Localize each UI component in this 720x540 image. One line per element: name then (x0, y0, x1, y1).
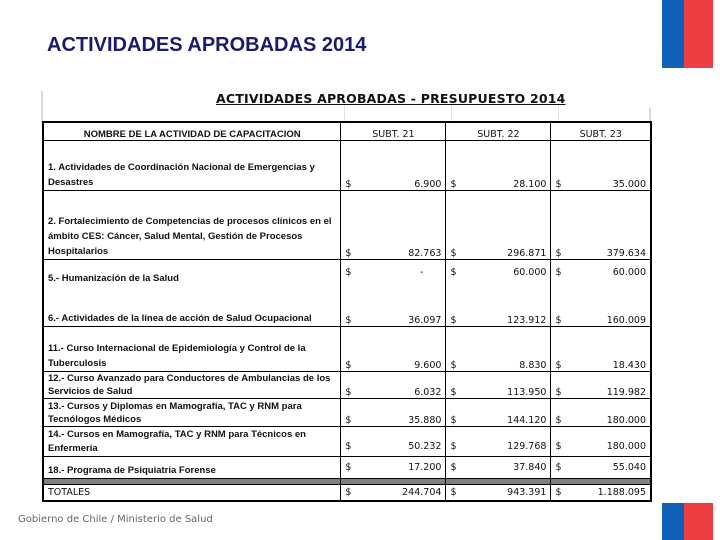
subt22-cell (446, 286, 551, 326)
currency-symbol: $ (345, 178, 352, 190)
chile-flag-stripe-bottom (662, 503, 713, 540)
subt23-cell (551, 286, 651, 326)
header-subt21: SUBT. 21 (341, 122, 446, 140)
gridline (41, 91, 43, 123)
currency-symbol: $ (345, 486, 352, 498)
currency-symbol: $ (345, 386, 352, 398)
currency-symbol: $ (555, 178, 562, 190)
subt21-cell (341, 326, 446, 371)
sheet-title: ACTIVIDADES APROBADAS - PRESUPUESTO 2014 (216, 91, 566, 106)
subt21-value: 9.600 (414, 359, 442, 371)
table-row (43, 286, 651, 326)
table-row (43, 371, 651, 398)
total-subt21-value: 244.704 (402, 486, 442, 498)
currency-symbol: $ (345, 461, 352, 473)
footer-text: Gobierno de Chile / Ministerio de Salud (18, 514, 213, 525)
subt22-value: 113.950 (507, 386, 547, 398)
currency-symbol: $ (555, 314, 562, 326)
subt22-value: 37.840 (513, 461, 547, 473)
currency-symbol: $ (450, 267, 457, 279)
total-subt23-cell (551, 484, 651, 501)
subt21-value: - (420, 267, 424, 279)
subt23-value: 180.000 (606, 440, 646, 452)
table-row (43, 456, 651, 478)
currency-symbol: $ (450, 359, 457, 371)
subt21-value: 6.032 (414, 386, 442, 398)
currency-symbol: $ (450, 414, 457, 426)
subt23-value: 18.430 (612, 359, 646, 371)
flag-blue-stripe (662, 0, 684, 68)
subt23-value: 119.982 (606, 386, 646, 398)
subt23-value: 379.634 (606, 247, 646, 259)
table-row (43, 426, 651, 456)
total-subt22-cell (446, 484, 551, 501)
subt21-cell (341, 371, 446, 398)
activity-name: 6.- Actividades de la línea de acción de Salud Ocupacional (43, 286, 341, 326)
currency-symbol: $ (450, 247, 457, 259)
currency-symbol: $ (345, 267, 352, 279)
header-activity-name: NOMBRE DE LA ACTIVIDAD DE CAPACITACION (43, 122, 341, 140)
activity-name: 1. Actividades de Coordinación Nacional de Emergencias y Desastres (43, 140, 341, 190)
budget-spreadsheet (40, 88, 652, 500)
total-subt23-value: 1.188.095 (597, 486, 646, 498)
subt23-cell (551, 371, 651, 398)
subt22-value: 60.000 (513, 267, 547, 279)
currency-symbol: $ (345, 414, 352, 426)
activity-name: 13.- Cursos y Diplomas en Mamografía, TAC y RNM para Tecnólogos Médicos (43, 398, 341, 426)
activity-name: 11.- Curso Internacional de Epidemiología y Control de la Tuberculosis (43, 326, 341, 371)
activity-name: 5.- Humanización de la Salud (43, 259, 341, 286)
currency-symbol: $ (450, 314, 457, 326)
subt22-cell (446, 326, 551, 371)
totals-row (43, 484, 651, 501)
subt22-value: 129.768 (507, 440, 547, 452)
total-subt22-value: 943.391 (507, 486, 547, 498)
subt22-value: 123.912 (507, 314, 547, 326)
currency-symbol: $ (555, 359, 562, 371)
currency-symbol: $ (450, 461, 457, 473)
table-row (43, 326, 651, 371)
gridline (649, 108, 651, 122)
table-row (43, 259, 651, 286)
subt21-value: 6.900 (414, 178, 442, 190)
currency-symbol: $ (345, 314, 352, 326)
gridline (558, 105, 559, 121)
flag-blue-stripe (662, 503, 684, 540)
currency-symbol: $ (450, 440, 457, 452)
subt23-value: 60.000 (612, 267, 646, 279)
subt23-cell (551, 426, 651, 456)
currency-symbol: $ (450, 486, 457, 498)
gridline (451, 105, 452, 121)
table-row (43, 190, 651, 259)
budget-table (42, 121, 652, 502)
total-subt21-cell (341, 484, 446, 501)
subt23-cell (551, 190, 651, 259)
activity-name: 12.- Curso Avanzado para Conductores de Ambulancias de los Servicios de Salud (43, 371, 341, 398)
currency-symbol: $ (345, 359, 352, 371)
subt22-value: 144.120 (507, 414, 547, 426)
table-row (43, 140, 651, 190)
currency-symbol: $ (555, 440, 562, 452)
currency-symbol: $ (450, 386, 457, 398)
subt21-value: 82.763 (408, 247, 442, 259)
activity-name: 2. Fortalecimiento de Competencias de procesos clínicos en el ámbito CES: Cáncer, Salud Mental, Gestión de Procesos Hospitalarios (43, 190, 341, 259)
currency-symbol: $ (450, 178, 457, 190)
subt21-value: 36.097 (408, 314, 442, 326)
currency-symbol: $ (555, 247, 562, 259)
subt22-cell (446, 190, 551, 259)
subt22-cell (446, 426, 551, 456)
subt21-cell (341, 426, 446, 456)
subt22-cell (446, 140, 551, 190)
subt22-cell (446, 456, 551, 478)
subt23-cell (551, 326, 651, 371)
subt23-cell (551, 398, 651, 426)
subt21-cell (341, 190, 446, 259)
totals-label: TOTALES (43, 484, 341, 501)
subt23-value: 55.040 (612, 461, 646, 473)
gridline (344, 105, 345, 121)
currency-symbol: $ (555, 414, 562, 426)
subt22-value: 8.830 (519, 359, 547, 371)
currency-symbol: $ (345, 247, 352, 259)
currency-symbol: $ (555, 486, 562, 498)
slide-title: ACTIVIDADES APROBADAS 2014 (47, 34, 367, 56)
subt21-cell (341, 259, 446, 286)
subt21-cell (341, 456, 446, 478)
subt23-value: 160.009 (606, 314, 646, 326)
header-row (43, 122, 651, 140)
flag-red-stripe (684, 503, 713, 540)
activity-name: 18.- Programa de Psiquiatría Forense (43, 456, 341, 478)
subt21-cell (341, 398, 446, 426)
activity-name: 14.- Cursos en Mamografía, TAC y RNM para Técnicos en Enfermería (43, 426, 341, 456)
table-row (43, 398, 651, 426)
currency-symbol: $ (555, 461, 562, 473)
currency-symbol: $ (555, 386, 562, 398)
header-subt23: SUBT. 23 (551, 122, 651, 140)
currency-symbol: $ (345, 440, 352, 452)
chile-flag-stripe-top (662, 0, 713, 68)
subt21-value: 35.880 (408, 414, 442, 426)
subt22-cell (446, 398, 551, 426)
subt22-cell (446, 371, 551, 398)
subt22-value: 296.871 (507, 247, 547, 259)
subt21-cell (341, 140, 446, 190)
subt23-cell (551, 259, 651, 286)
subt22-cell (446, 259, 551, 286)
subt23-cell (551, 140, 651, 190)
currency-symbol: $ (555, 267, 562, 279)
header-subt22: SUBT. 22 (446, 122, 551, 140)
subt21-cell (341, 286, 446, 326)
subt23-cell (551, 456, 651, 478)
subt22-value: 28.100 (513, 178, 547, 190)
subt21-value: 17.200 (408, 461, 442, 473)
subt21-value: 50.232 (408, 440, 442, 452)
flag-red-stripe (684, 0, 713, 68)
subt23-value: 35.000 (612, 178, 646, 190)
subt23-value: 180.000 (606, 414, 646, 426)
